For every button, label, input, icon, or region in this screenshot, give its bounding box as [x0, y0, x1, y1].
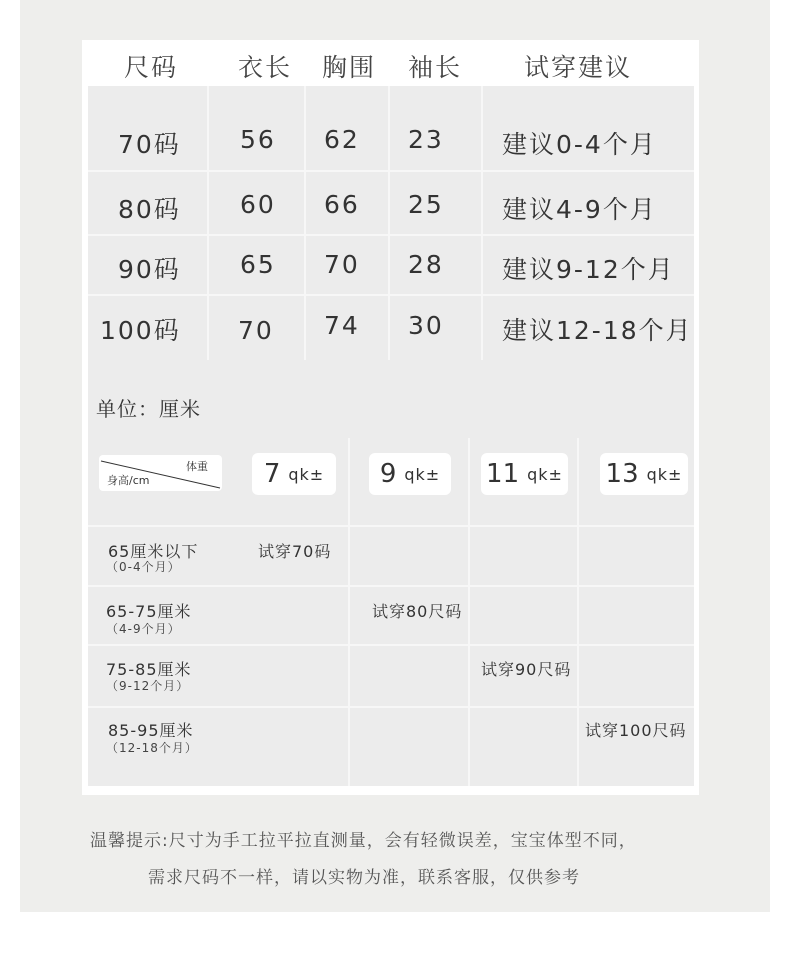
size-cell: 70码	[118, 130, 181, 159]
height-range-label: 65-75厘米	[106, 602, 192, 621]
sleeve-cell: 23	[408, 125, 444, 154]
height-range-label: 85-95厘米	[108, 721, 194, 740]
col-divider	[388, 86, 390, 360]
col-divider	[468, 438, 470, 786]
size-cell: 90码	[118, 255, 181, 284]
weight-value: 13	[605, 459, 639, 489]
sleeve-cell: 25	[408, 190, 444, 219]
row-divider	[88, 234, 694, 236]
weight-badge	[252, 453, 336, 495]
advice-cell: 建议12-18个月	[502, 316, 693, 345]
row-divider	[88, 706, 694, 708]
row-divider	[88, 170, 694, 172]
weight-axis-label: 体重	[186, 460, 208, 473]
col-divider	[304, 86, 306, 360]
length-cell: 56	[240, 125, 276, 154]
height-axis-label: 身高/cm	[107, 474, 150, 487]
age-range-label: （0-4个月）	[106, 560, 181, 574]
header-sleeve: 袖长	[408, 53, 463, 82]
row-divider	[88, 585, 694, 587]
advice-cell: 建议9-12个月	[502, 255, 675, 284]
advice-cell: 建议4-9个月	[502, 195, 657, 224]
tryon-recommendation: 试穿90尺码	[481, 660, 572, 679]
length-cell: 65	[240, 250, 276, 279]
sleeve-cell: 30	[408, 311, 444, 340]
notice-line-1: 温馨提示:尺寸为手工拉平拉直测量，会有轻微误差，宝宝体型不同，	[90, 831, 637, 851]
size-cell: 100码	[100, 316, 181, 345]
col-divider	[348, 438, 350, 786]
length-cell: 60	[240, 190, 276, 219]
sleeve-cell: 28	[408, 250, 444, 279]
height-range-label: 75-85厘米	[106, 660, 192, 679]
height-range-label: 65厘米以下	[108, 542, 199, 561]
corner-header-cell	[99, 455, 222, 491]
weight-value: 7	[263, 459, 281, 489]
col-divider	[577, 438, 579, 786]
notice-line-2: 需求尺码不一样，请以实物为准，联系客服，仅供参考	[148, 868, 580, 888]
weight-unit: qk±	[404, 464, 441, 484]
chest-cell: 62	[324, 125, 360, 154]
header-length: 衣长	[238, 53, 293, 82]
unit-label: 单位：厘米	[96, 397, 201, 421]
tryon-recommendation: 试穿100尺码	[585, 721, 687, 740]
advice-cell: 建议0-4个月	[502, 130, 657, 159]
weight-value: 9	[379, 459, 397, 489]
row-divider	[88, 525, 694, 527]
col-divider	[207, 86, 209, 360]
header-chest: 胸围	[322, 53, 377, 82]
row-divider	[88, 294, 694, 296]
size-cell: 80码	[118, 195, 181, 224]
weight-unit: qk±	[288, 464, 325, 484]
weight-value: 11	[486, 459, 520, 489]
age-range-label: （9-12个月）	[106, 679, 190, 693]
chest-cell: 66	[324, 190, 360, 219]
age-range-label: （12-18个月）	[106, 741, 198, 755]
tryon-recommendation: 试穿70码	[258, 542, 332, 561]
header-advice: 试穿建议	[524, 53, 633, 82]
weight-unit: qk±	[646, 464, 683, 484]
header-size: 尺码	[124, 53, 179, 82]
row-divider	[88, 644, 694, 646]
chest-cell: 74	[324, 311, 360, 340]
weight-badge	[369, 453, 451, 495]
col-divider	[481, 86, 483, 360]
weight-unit: qk±	[527, 464, 563, 484]
length-cell: 70	[238, 316, 274, 345]
tryon-recommendation: 试穿80尺码	[372, 602, 463, 621]
weight-badge	[600, 453, 688, 495]
age-range-label: （4-9个月）	[106, 622, 181, 636]
chest-cell: 70	[324, 250, 360, 279]
weight-badge	[481, 453, 568, 495]
